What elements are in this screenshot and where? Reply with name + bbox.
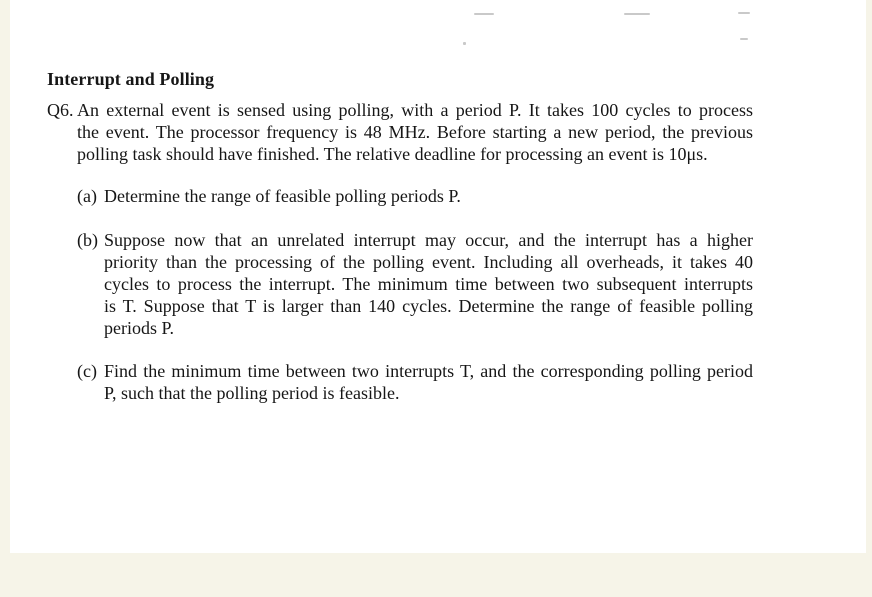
part-b-line: is T. Suppose that T is larger than 140 cycles. Determine the range of feasible polling [104,296,753,316]
question-line: the event. The processor frequency is 48 MHz. Before starting a new period, the previous [77,122,753,142]
section-heading: Interrupt and Polling [47,69,215,89]
scan-smudge [474,13,494,15]
scan-smudge [740,38,748,40]
part-c-line: P, such that the polling period is feasible. [104,383,400,403]
scan-smudge [738,12,750,14]
part-b-line: periods P. [104,318,175,338]
part-a-line: Determine the range of feasible polling periods P. [104,186,461,206]
part-b-label: (b) [77,230,98,250]
question-line: An external event is sensed using polling, with a period P. It takes 100 cycles to process [77,100,753,120]
part-c-label: (c) [77,361,97,381]
question-line: polling task should have finished. The relative deadline for processing an event is 10μs. [77,144,708,164]
scan-smudge [463,42,466,45]
part-b-line: Suppose now that an unrelated interrupt may occur, and the interrupt has a higher [104,230,753,250]
part-b-line: cycles to process the interrupt. The minimum time between two subsequent interrupts [104,274,753,294]
part-c-line: Find the minimum time between two interrupts T, and the corresponding polling period [104,361,753,381]
scan-smudge [624,13,650,15]
question-number: Q6. [47,100,74,120]
part-a-label: (a) [77,186,97,206]
part-b-line: priority than the processing of the polling event. Including all overheads, it takes 40 [104,252,753,272]
